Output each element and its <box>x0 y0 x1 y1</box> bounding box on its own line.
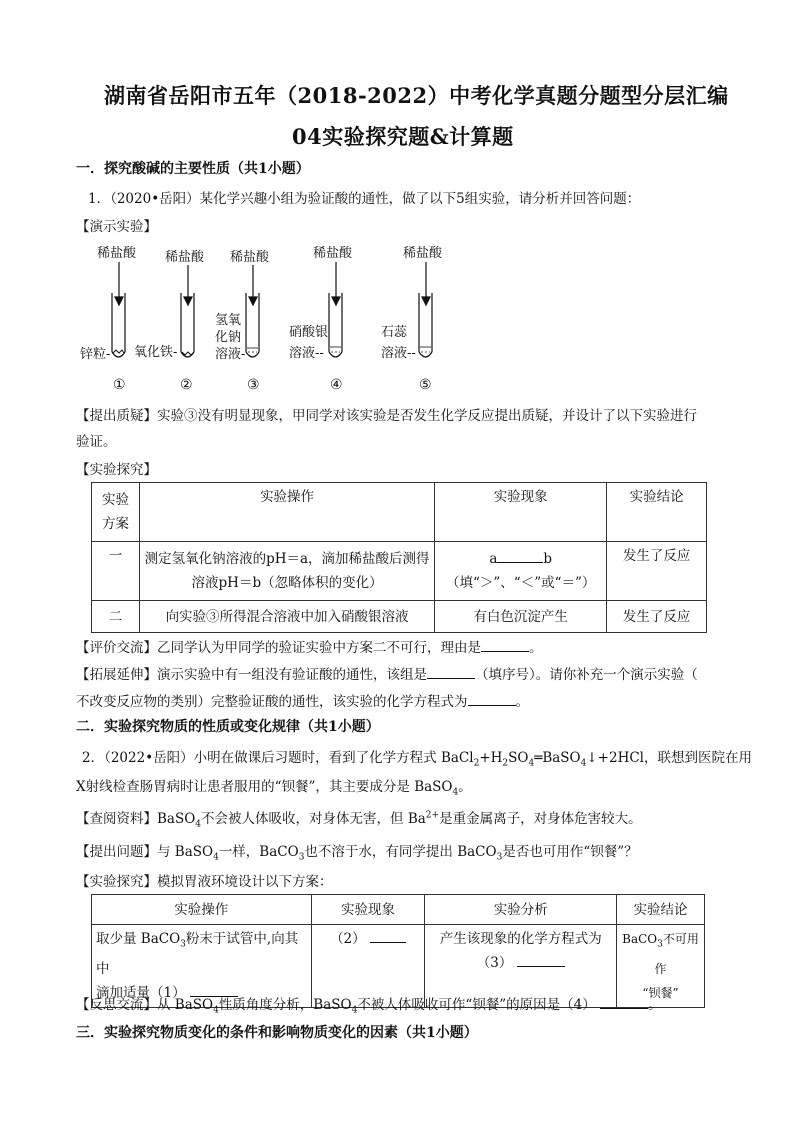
tube-3-label-line3: 溶液- <box>215 347 246 362</box>
table2-header-analysis: 实验分析 <box>425 895 617 925</box>
tube-4-label-line2: 溶液-- <box>289 346 324 361</box>
tube-4-label-line1: 硝酸银 <box>289 325 329 340</box>
answer-blank-eval[interactable] <box>481 637 529 652</box>
explore-text-2: 【实验探究】模拟胃液环境设计以下方案： <box>76 874 333 890</box>
answer-blank-a-b[interactable] <box>497 548 543 563</box>
experiment-table-1 <box>91 482 707 633</box>
table1-header-scheme: 实验 方案 <box>92 483 140 542</box>
row1-operation: 测定氢氧化钠溶液的pH＝a，滴加稀盐酸后测得 溶液pH＝b（忽略体积的变化） <box>139 542 434 601</box>
table2-phenomenon: （2） <box>311 925 425 1008</box>
tube-2-label: 氧化铁- <box>134 345 178 360</box>
tube-3-label-line2: 化钠 <box>215 330 242 345</box>
table-row <box>92 601 707 633</box>
table2-header-phenomenon: 实验现象 <box>311 895 425 925</box>
ask-text: 【提出问题】与 BaSO$_4$一样，BaCO$_3$也不溶于水，有同学提出 BaCO$_3$是否也可用作“钡餐”？ <box>76 844 638 863</box>
acid-label-1: 稀盐酸 <box>97 246 137 261</box>
page-subtitle: 04实验探究题&计算题 <box>292 124 514 149</box>
page-title: 湖南省岳阳市五年（2018-2022）中考化学真题分题型分层汇编 <box>104 83 729 108</box>
question-text-2: 验证。 <box>76 434 117 450</box>
test-tubes-svg <box>0 0 794 400</box>
row1-conclusion: 发生了反应 <box>607 542 707 601</box>
table1-header-phenomenon: 实验现象 <box>435 483 607 542</box>
experiment-table-2 <box>91 894 705 1008</box>
question-2-line1: 2．（2022•岳阳）小明在做课后习题时，看到了化学方程式 $BaCl_2+H_2SO_4═BaSO_4↓+2HCl$，联想到医院在用 <box>82 750 752 769</box>
section-2-heading: 二．实验探究物质的性质或变化规律（共1小题） <box>76 719 380 735</box>
row2-scheme: 二 <box>92 601 140 633</box>
test-tube-2 <box>181 265 194 357</box>
tube-4-number: ④ <box>330 377 343 393</box>
tube-5-number: ⑤ <box>419 377 432 393</box>
acid-label-5: 稀盐酸 <box>403 246 443 261</box>
row2-operation: 向实验③所得混合溶液中加入硝酸银溶液 <box>139 601 434 633</box>
table1-header-conclusion: 实验结论 <box>607 483 707 542</box>
tube-3-number: ③ <box>247 377 260 393</box>
test-tube-3 <box>246 265 259 357</box>
tube-1-number: ① <box>113 377 126 393</box>
acid-label-2: 稀盐酸 <box>165 250 205 265</box>
answer-blank-4[interactable] <box>600 994 648 1009</box>
row1-scheme: 一 <box>92 542 140 601</box>
eval-text: 【评价交流】乙同学认为甲同学的验证实验中方案二不可行，理由是 。 <box>76 636 543 656</box>
test-tube-4 <box>329 262 342 357</box>
table2-header-conclusion: 实验结论 <box>617 895 705 925</box>
section-3-heading: 三．实验探究物质变化的条件和影响物质变化的因素（共1小题） <box>76 1025 478 1041</box>
info-text: 【查阅资料】BaSO$_4$不会被人体吸收，对身体无害，但 $Ba^{2+}$是重金属离子，对身体危害较大。 <box>76 810 642 830</box>
demo-label: 【演示实验】 <box>76 219 157 235</box>
table2-analysis: 产生该现象的化学方程式为 （3） <box>425 925 617 1008</box>
tube-5-label-line1: 石蕊 <box>381 325 408 340</box>
reflect-text: 【反思交流】从 BaSO$_4$性质角度分析，BaSO$_4$不被人体吸收可作“钡餐”的原因是（4） 。 <box>76 993 662 1016</box>
explore-label: 【实验探究】 <box>76 462 157 478</box>
answer-blank-equation[interactable] <box>468 691 516 706</box>
question-2-line2: X射线检查肠胃病时让患者服用的“钡餐”，其主要成分是 BaSO$_4$。 <box>76 779 472 798</box>
row2-phenomenon: 有白色沉淀产生 <box>435 601 607 633</box>
row1-phenomenon: a b （填“＞”、“＜”或“＝”） <box>435 542 607 601</box>
tube-3-label-line1: 氢氧 <box>215 313 242 328</box>
extend-text-1: 【拓展延伸】演示实验中有一组没有验证酸的通性，该组是 （填序号）。请你补充一个演示实验（ <box>76 663 698 683</box>
question-1-intro: 1．（2020•岳阳）某化学兴趣小组为验证酸的通性，做了以下5组实验，请分析并回答问题： <box>88 191 641 207</box>
test-tube-1 <box>112 262 125 357</box>
acid-label-4: 稀盐酸 <box>313 246 353 261</box>
tube-2-number: ② <box>180 377 193 393</box>
table1-header-operation: 实验操作 <box>139 483 434 542</box>
table2-operation: 取少量 BaCO$_3$粉末于试管中,向其中 滴加适量（1） <box>92 925 312 1008</box>
table2-conclusion: BaCO$_3$不可用作 “钡餐” <box>617 925 705 1008</box>
answer-blank-group[interactable] <box>427 664 475 679</box>
tube-1-label: 锌粒- <box>80 347 111 362</box>
acid-label-3: 稀盐酸 <box>230 250 270 265</box>
test-tube-5 <box>419 262 432 357</box>
question-text-1: 【提出质疑】实验③没有明显现象，甲同学对该实验是否发生化学反应提出质疑，并设计了以下实验进行 <box>76 408 697 424</box>
answer-blank-2[interactable] <box>370 928 406 943</box>
extend-text-2: 不改变反应物的类别）完整验证酸的通性，该实验的化学方程式为 。 <box>76 690 529 710</box>
table-row <box>92 542 707 601</box>
table2-header-operation: 实验操作 <box>92 895 312 925</box>
section-1-heading: 一．探究酸碱的主要性质（共1小题） <box>76 161 310 177</box>
tube-5-label-line2: 溶液-- <box>381 346 416 361</box>
answer-blank-3[interactable] <box>517 952 565 967</box>
row2-conclusion: 发生了反应 <box>607 601 707 633</box>
